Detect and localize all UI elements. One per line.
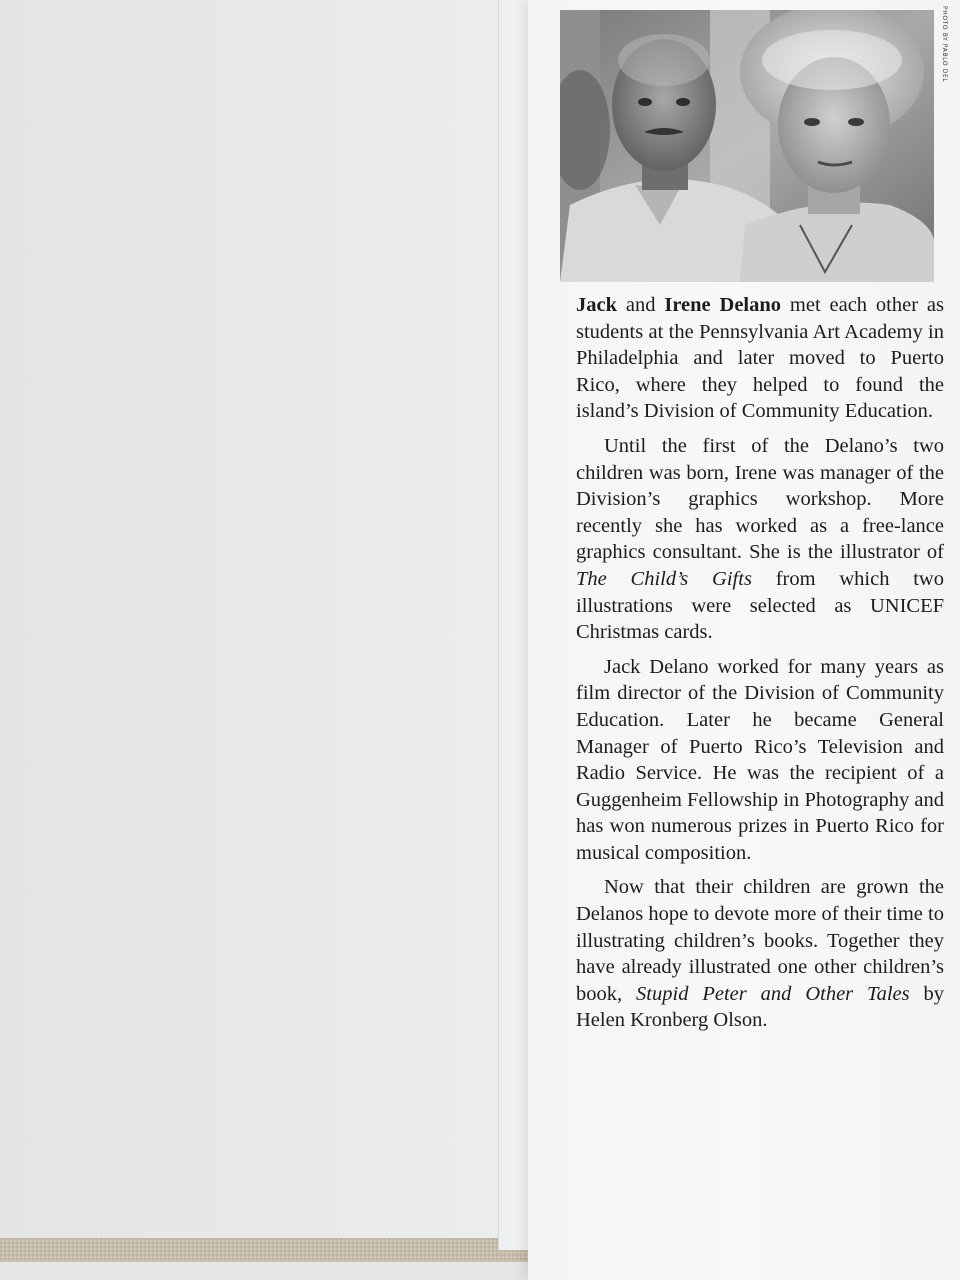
bio-paragraph-2-text: Until the first of the Delano’s two children was born, Irene was manager of the Division’s graphics workshop. More recently she has worked as a free-lance graphics consultant. She is the illustrator of: [576, 434, 944, 564]
bio-paragraph-4: [576, 874, 944, 1034]
photo-credit: PHOTO BY PABLO DEL: [941, 6, 948, 83]
bio-paragraph-2-end: from which two illustrations were selected as UNICEF Christmas cards.: [576, 567, 944, 644]
bio-paragraph-1: [576, 292, 944, 425]
bio-paragraph-1-text: met each other as students at the Pennsylvania Art Academy in Philadelphia and later moved to Puerto Rico, where they helped to found the island’s Division of Community Education.: [576, 294, 944, 423]
bio-conjunction: and: [617, 294, 665, 316]
book-title-childs-gifts: The Child’s Gifts: [576, 567, 752, 590]
bio-paragraph-2: [576, 433, 944, 646]
bio-paragraph-4-text: Now that their children are grown the Delanos hope to devote more of their time to illustrating children’s books. Together they have already illustrated one other children’s book,: [576, 876, 944, 1005]
author-photo: [560, 10, 934, 282]
author-name-jack: Jack: [576, 294, 617, 316]
book-title-stupid-peter: Stupid Peter and Other Tales: [636, 982, 910, 1005]
jacket-flap-fold: [498, 0, 529, 1250]
author-name-irene: Irene Delano: [664, 294, 782, 316]
author-photo-image: [560, 10, 934, 282]
bio-paragraph-4-end: by Helen Kronberg Olson.: [576, 982, 945, 1032]
author-biography: [576, 292, 944, 1042]
bio-paragraph-3: Jack Delano worked for many years as film director of the Division of Community Education. Later he became General Manager of Puerto Rico’s Television and Radio Service. He was the recipient of a Guggenheim Fellowship in Photography and has won numerous prizes in Puerto Rico for musical composition.: [576, 655, 944, 864]
